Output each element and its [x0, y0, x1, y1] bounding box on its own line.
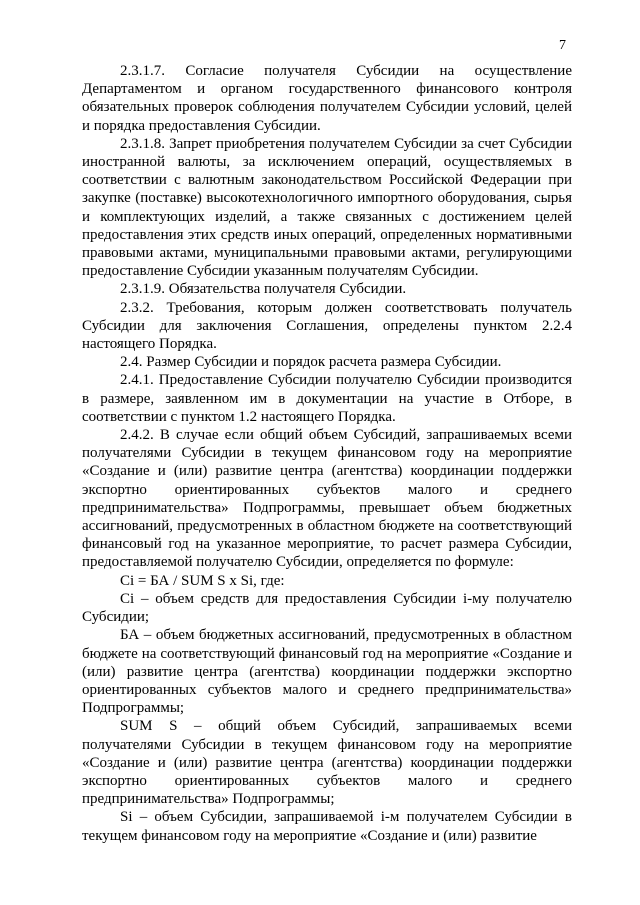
definition-sum-s: SUM S – общий объем Субсидий, запрашиваемых всеми получателями Субсидии в текущем финансовом году на мероприятие «Создание и (или) развитие центра (агентства) координации поддержки экспортно ориентированных субъектов малого и среднего предпринимательства» Подпрограммы; [82, 718, 572, 808]
paragraph-2-4: 2.4. Размер Субсидии и порядок расчета размера Субсидии. [120, 354, 502, 371]
paragraph-2-3-2: 2.3.2. Требования, которым должен соответствовать получатель Субсидии для заключения Соглашения, определены пунктом 2.2.4 настоящего Порядка. [82, 299, 572, 353]
paragraph-2-4-1: 2.4.1. Предоставление Субсидии получателю Субсидии производится в размере, заявленном им в документации на участие в Отборе, в соответствии с пунктом 1.2 настоящего Порядка. [82, 372, 572, 425]
document-body [82, 62, 572, 845]
page-number: 7 [559, 38, 566, 53]
paragraph-2-3-1-8: 2.3.1.8. Запрет приобретения получателем Субсидии за счет Субсидии иностранной валюты, за исключением операций, осуществляемых в соответствии с валютным законодательством Российской Федерации при закупке (поставке) высокотехнологичного импортного оборудования, сырья и комплектующих изделий, а также связанных с достижением целей предоставления этих средств иных операций, определенных нормативными правовыми актами, муниципальными правовыми актами, регулирующими предоставление Субсидии указанным получателям Субсидии. [82, 135, 572, 280]
definition-ba: БА – объем бюджетных ассигнований, предусмотренных в областном бюджете на соответствующий финансовый год на мероприятие «Создание и (или) развитие центра (агентства) координации поддержки экспортно ориентированных субъектов малого и среднего предпринимательства» Подпрограммы; [82, 627, 572, 717]
formula-line: Ci = БА / SUM S x Si, где: [120, 572, 285, 589]
paragraph-2-3-1-9: 2.3.1.9. Обязательства получателя Субсидии. [120, 281, 407, 298]
definition-si: Si – объем Субсидии, запрашиваемой i-м получателем Субсидии в текущем финансовом году на мероприятие «Создание и (или) развитие [82, 809, 572, 844]
paragraph-2-3-1-7: 2.3.1.7. Согласие получателя Субсидии на осуществление Департаментом и органом государственного финансового контроля обязательных проверок соблюдения получателем Субсидии условий, целей и порядка предоставления Субсидии. [82, 63, 572, 134]
definition-ci: Ci – объем средств для предоставления Субсидии i-му получателю Субсидии; [82, 590, 572, 626]
paragraph-2-4-2: 2.4.2. В случае если общий объем Субсидий, запрашиваемых всеми получателями Субсидии в текущем финансовом году на мероприятие «Создание и (или) развитие центра (агентства) координации поддержки экспортно ориентированных субъектов малого и среднего предпринимательства» Подпрограммы, превышает объем бюджетных ассигнований, предусмотренных в областном бюджете на соответствующий финансовый год на указанное мероприятие, то расчет размера Субсидии, предоставляемой получателю Субсидии, определяется по формуле: [82, 427, 572, 571]
